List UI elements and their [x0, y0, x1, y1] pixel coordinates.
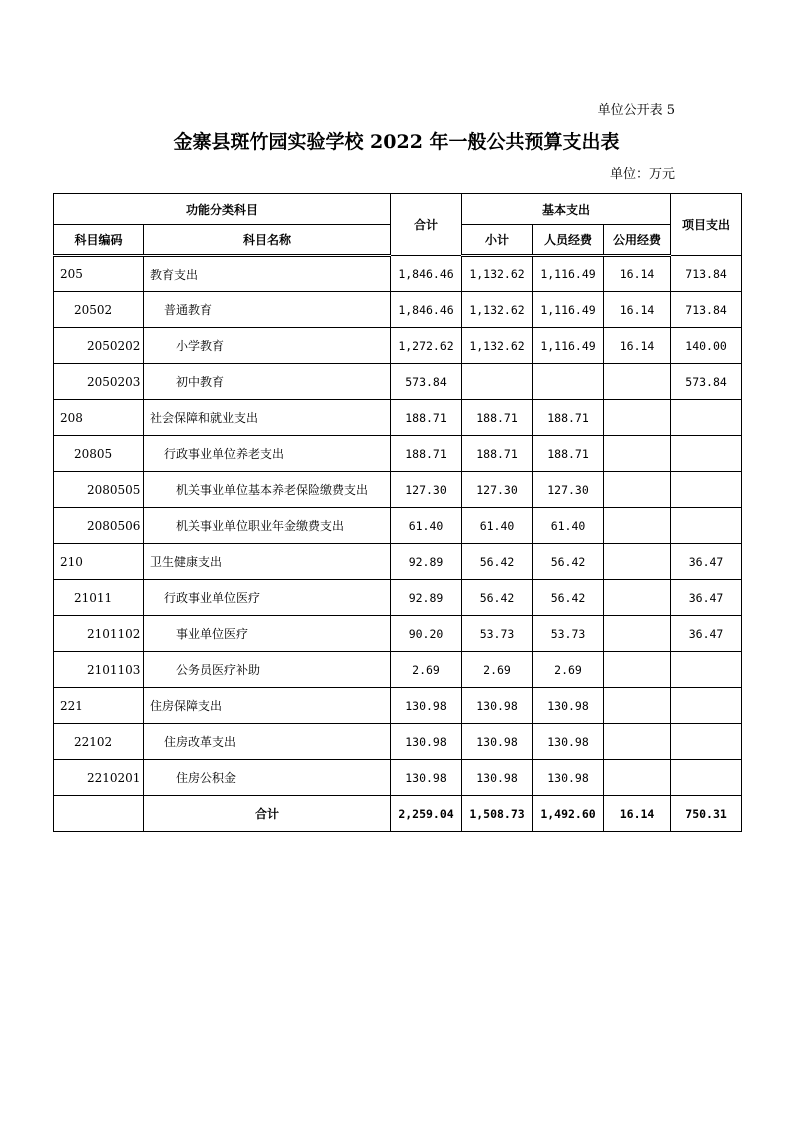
row-name: 教育支出 — [144, 256, 391, 292]
row-public — [604, 688, 671, 724]
row-project — [671, 436, 742, 472]
table-row — [54, 364, 742, 400]
row-project: 713.84 — [671, 292, 742, 328]
row-subtotal: 2.69 — [462, 652, 533, 688]
row-code: 2080505 — [54, 472, 144, 508]
row-name: 行政事业单位养老支出 — [144, 436, 391, 472]
row-subtotal — [462, 364, 533, 400]
row-personnel: 56.42 — [533, 580, 604, 616]
row-total: 573.84 — [391, 364, 462, 400]
row-name: 住房改革支出 — [144, 724, 391, 760]
row-code: 2101102 — [54, 616, 144, 652]
row-total: 1,272.62 — [391, 328, 462, 364]
totals-project: 750.31 — [671, 796, 742, 832]
row-name: 卫生健康支出 — [144, 544, 391, 580]
header-func-group: 功能分类科目 — [54, 194, 391, 225]
row-project: 140.00 — [671, 328, 742, 364]
table-row — [54, 256, 742, 292]
row-project — [671, 508, 742, 544]
table-row — [54, 292, 742, 328]
row-name: 机关事业单位职业年金缴费支出 — [144, 508, 391, 544]
header-public: 公用经费 — [604, 225, 671, 256]
header-total: 合计 — [391, 194, 462, 256]
row-personnel: 61.40 — [533, 508, 604, 544]
row-total: 127.30 — [391, 472, 462, 508]
totals-personnel: 1,492.60 — [533, 796, 604, 832]
row-personnel: 130.98 — [533, 760, 604, 796]
row-name: 机关事业单位基本养老保险缴费支出 — [144, 472, 391, 508]
row-public: 16.14 — [604, 328, 671, 364]
row-personnel: 130.98 — [533, 724, 604, 760]
row-total: 1,846.46 — [391, 256, 462, 292]
row-project — [671, 760, 742, 796]
row-personnel: 1,116.49 — [533, 292, 604, 328]
row-subtotal: 130.98 — [462, 724, 533, 760]
row-code: 2050202 — [54, 328, 144, 364]
row-name: 小学教育 — [144, 328, 391, 364]
row-public — [604, 472, 671, 508]
row-total: 1,846.46 — [391, 292, 462, 328]
table-row — [54, 724, 742, 760]
row-code: 20502 — [54, 292, 144, 328]
row-public — [604, 652, 671, 688]
budget-table — [53, 193, 742, 832]
row-name: 事业单位医疗 — [144, 616, 391, 652]
row-name: 住房保障支出 — [144, 688, 391, 724]
row-subtotal: 1,132.62 — [462, 292, 533, 328]
row-personnel: 56.42 — [533, 544, 604, 580]
row-name: 公务员医疗补助 — [144, 652, 391, 688]
row-total: 188.71 — [391, 400, 462, 436]
row-public — [604, 724, 671, 760]
row-public — [604, 508, 671, 544]
table-row — [54, 472, 742, 508]
row-project: 36.47 — [671, 616, 742, 652]
row-public — [604, 400, 671, 436]
table-row — [54, 760, 742, 796]
row-project — [671, 472, 742, 508]
table-number: 单位公开表 5 — [597, 103, 675, 118]
row-code: 2050203 — [54, 364, 144, 400]
row-total: 130.98 — [391, 724, 462, 760]
unit-label: 单位：万元 — [609, 167, 675, 182]
row-code: 208 — [54, 400, 144, 436]
row-project: 36.47 — [671, 544, 742, 580]
row-total: 61.40 — [391, 508, 462, 544]
header-personnel: 人员经费 — [533, 225, 604, 256]
row-public — [604, 580, 671, 616]
row-personnel: 130.98 — [533, 688, 604, 724]
row-personnel: 53.73 — [533, 616, 604, 652]
row-public — [604, 544, 671, 580]
totals-label: 合计 — [144, 796, 391, 832]
row-subtotal: 130.98 — [462, 688, 533, 724]
row-total: 130.98 — [391, 688, 462, 724]
table-row — [54, 400, 742, 436]
row-subtotal: 1,132.62 — [462, 256, 533, 292]
row-total: 188.71 — [391, 436, 462, 472]
totals-subtotal: 1,508.73 — [462, 796, 533, 832]
row-public — [604, 760, 671, 796]
row-public: 16.14 — [604, 256, 671, 292]
table-row — [54, 436, 742, 472]
header-code: 科目编码 — [54, 225, 144, 256]
row-code: 2210201 — [54, 760, 144, 796]
row-code: 20805 — [54, 436, 144, 472]
row-code: 2101103 — [54, 652, 144, 688]
row-code: 21011 — [54, 580, 144, 616]
row-personnel: 127.30 — [533, 472, 604, 508]
row-project: 573.84 — [671, 364, 742, 400]
row-total: 2.69 — [391, 652, 462, 688]
row-subtotal: 56.42 — [462, 544, 533, 580]
totals-public: 16.14 — [604, 796, 671, 832]
header-subtotal: 小计 — [462, 225, 533, 256]
row-code: 210 — [54, 544, 144, 580]
table-row — [54, 580, 742, 616]
table-row — [54, 328, 742, 364]
row-total: 92.89 — [391, 580, 462, 616]
row-project — [671, 400, 742, 436]
row-public — [604, 364, 671, 400]
row-subtotal: 188.71 — [462, 400, 533, 436]
row-subtotal: 53.73 — [462, 616, 533, 652]
table-row — [54, 508, 742, 544]
row-personnel — [533, 364, 604, 400]
row-subtotal: 130.98 — [462, 760, 533, 796]
row-name: 行政事业单位医疗 — [144, 580, 391, 616]
row-personnel: 2.69 — [533, 652, 604, 688]
row-code: 2080506 — [54, 508, 144, 544]
row-total: 90.20 — [391, 616, 462, 652]
row-code: 22102 — [54, 724, 144, 760]
totals-total: 2,259.04 — [391, 796, 462, 832]
row-project: 36.47 — [671, 580, 742, 616]
row-name: 住房公积金 — [144, 760, 391, 796]
header-project: 项目支出 — [671, 194, 742, 256]
row-personnel: 188.71 — [533, 436, 604, 472]
row-project — [671, 724, 742, 760]
row-name: 初中教育 — [144, 364, 391, 400]
row-code: 221 — [54, 688, 144, 724]
row-subtotal: 1,132.62 — [462, 328, 533, 364]
row-total: 130.98 — [391, 760, 462, 796]
row-name: 社会保障和就业支出 — [144, 400, 391, 436]
header-basic-group: 基本支出 — [462, 194, 671, 225]
header-name: 科目名称 — [144, 225, 391, 256]
totals-code — [54, 796, 144, 832]
row-subtotal: 56.42 — [462, 580, 533, 616]
row-project: 713.84 — [671, 256, 742, 292]
row-total: 92.89 — [391, 544, 462, 580]
row-code: 205 — [54, 256, 144, 292]
row-project — [671, 652, 742, 688]
table-row — [54, 688, 742, 724]
row-public: 16.14 — [604, 292, 671, 328]
table-row — [54, 652, 742, 688]
row-public — [604, 616, 671, 652]
table-row — [54, 544, 742, 580]
page-title: 金寨县斑竹园实验学校 2022 年一般公共预算支出表 — [173, 131, 620, 153]
table-row — [54, 616, 742, 652]
row-project — [671, 688, 742, 724]
table-body — [54, 256, 742, 796]
row-subtotal: 188.71 — [462, 436, 533, 472]
row-personnel: 1,116.49 — [533, 256, 604, 292]
row-subtotal: 61.40 — [462, 508, 533, 544]
row-public — [604, 436, 671, 472]
row-name: 普通教育 — [144, 292, 391, 328]
row-personnel: 188.71 — [533, 400, 604, 436]
row-personnel: 1,116.49 — [533, 328, 604, 364]
totals-row — [54, 796, 742, 832]
row-subtotal: 127.30 — [462, 472, 533, 508]
